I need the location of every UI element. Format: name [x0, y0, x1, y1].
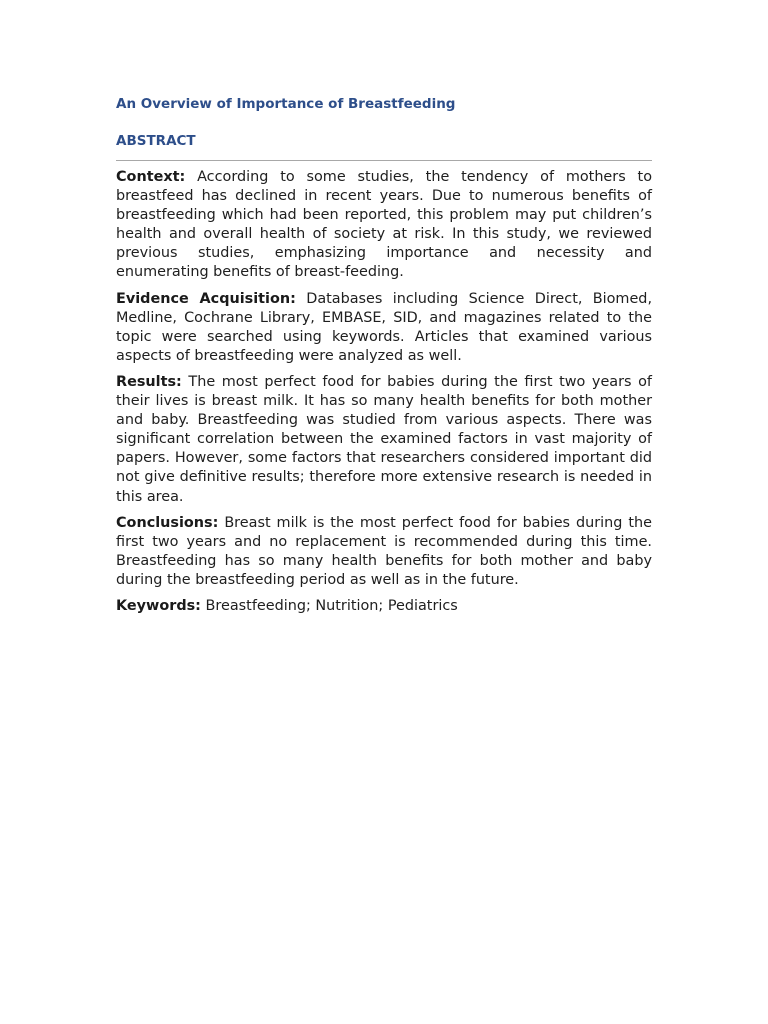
- abstract-heading: ABSTRACT: [116, 133, 196, 149]
- abstract-context: [116, 168, 652, 283]
- results-label: Results:: [116, 373, 182, 390]
- conclusions-label: Conclusions:: [116, 514, 219, 531]
- evidence-acquisition-text: Databases including Science Direct, Biomed, Medline, Cochrane Library, EMBASE, SID, and magazines related to the topic were searched using keywords. Articles that examined various aspects of breastfeeding were analyzed as well.: [116, 290, 653, 364]
- keywords-text: Breastfeeding; Nutrition; Pediatrics: [205, 597, 458, 614]
- abstract-keywords: [116, 597, 652, 616]
- heading-divider: [116, 160, 652, 161]
- context-label: Context:: [116, 169, 186, 185]
- conclusions-text: Breast milk is the most perfect food for babies during the first two years and no replacement is recommended during this time. Breastfeeding has so many health benefits for both mother and baby during the breastfeeding period as well as in the future.: [116, 514, 652, 588]
- abstract-results: [116, 373, 652, 507]
- paper-title: An Overview of Importance of Breastfeeding: [116, 96, 456, 112]
- evidence-acquisition-label: Evidence Acquisition:: [116, 290, 296, 307]
- keywords-label: Keywords:: [116, 597, 201, 614]
- abstract-conclusions: [116, 514, 652, 590]
- results-text: The most perfect food for babies during the first two years of their lives is breast milk. It has so many health benefits for both mother and baby. Breastfeeding was studied from various aspects. There was significant correlation between the examined factors in vast majority of papers. However, some factors that researchers considered important did not give definitive results; therefore more extensive research is needed in this area.: [116, 373, 653, 505]
- context-text: According to some studies, the tendency of mothers to breastfeed has declined in recent years. Due to numerous benefits of breastfeeding which had been reported, this problem may put children’s health and overall health of society at risk. In this study, we reviewed previous studies, emphasizing importance and necessity and enumerating benefits of breast-feeding.: [116, 169, 652, 281]
- paper-page: [116, 94, 652, 616]
- abstract-evidence-acquisition: [116, 290, 652, 366]
